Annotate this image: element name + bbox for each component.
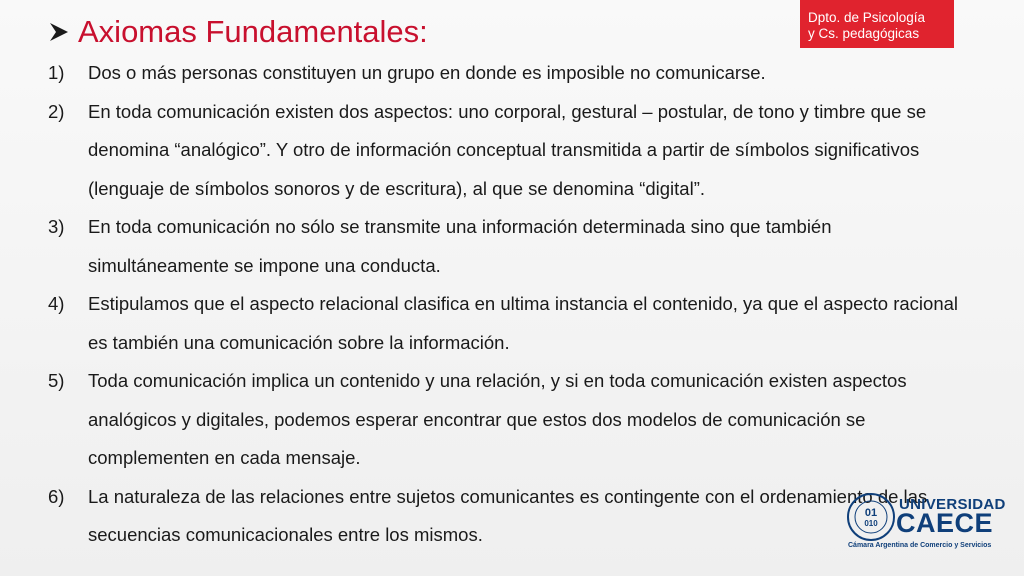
item-number: 2) (48, 100, 65, 122)
svg-text:01: 01 (864, 507, 878, 519)
slide-title (48, 12, 428, 52)
university-logo (846, 492, 1006, 552)
axioms-list (48, 54, 958, 555)
item-text: Dos o más personas constituyen un grupo en donde es imposible no comunicarse. (88, 62, 766, 83)
department-line-2: y Cs. pedagógicas (808, 26, 920, 41)
logo-chamber-text: Cámara Argentina de Comercio y Servicios (848, 542, 992, 549)
item-number: 1) (48, 62, 65, 83)
item-text: Toda comunicación implica un contenido y una relación, y si en toda comunicación existen aspectos analógicos y digitales, podemos esperar encontrar que estos dos modelos de comunicación se complementen en cada mensaje. (88, 370, 907, 468)
item-text: En toda comunicación no sólo se transmite una información determinada sino que también simultáneamente se impone una conducta. (88, 216, 832, 276)
list-item (48, 362, 958, 478)
item-number: 3) (48, 216, 65, 237)
list-item (48, 93, 958, 209)
item-text: Estipulamos que el aspecto relacional clasifica en ultima instancia el contenido, ya que el aspecto racional es también una comunicación sobre la información. (88, 293, 959, 353)
list-item (48, 54, 958, 93)
university-seal-icon (846, 492, 896, 542)
item-text: En toda comunicación existen dos aspectos: uno corporal, gestural – postular, de tono y timbre que se denomina “analógico”. Y otro de información conceptual transmitida a partir de símbolos significativos (lenguaje de símbolos sonoros y de escritura), al que se denomina “digital”. (88, 100, 927, 199)
department-badge (800, 0, 954, 48)
list-item (48, 478, 958, 555)
item-number: 4) (48, 293, 65, 314)
list-item (48, 208, 958, 285)
logo-caece-text: CAECE (896, 508, 994, 538)
slide-title-text: Axiomas Fundamentales: (78, 14, 428, 49)
logo-university-text: UNIVERSIDAD (899, 496, 1006, 513)
item-number: 6) (48, 485, 65, 507)
list-item (48, 285, 958, 362)
item-number: 5) (48, 370, 65, 391)
svg-text:010: 010 (864, 519, 878, 528)
department-line-1: Dpto. de Psicología (808, 10, 926, 25)
item-text: La naturaleza de las relaciones entre sujetos comunicantes es contingente con el ordenamiento de las secuencias comunicacionales entre los mismos. (88, 485, 928, 545)
arrow-bullet-icon (48, 21, 70, 43)
